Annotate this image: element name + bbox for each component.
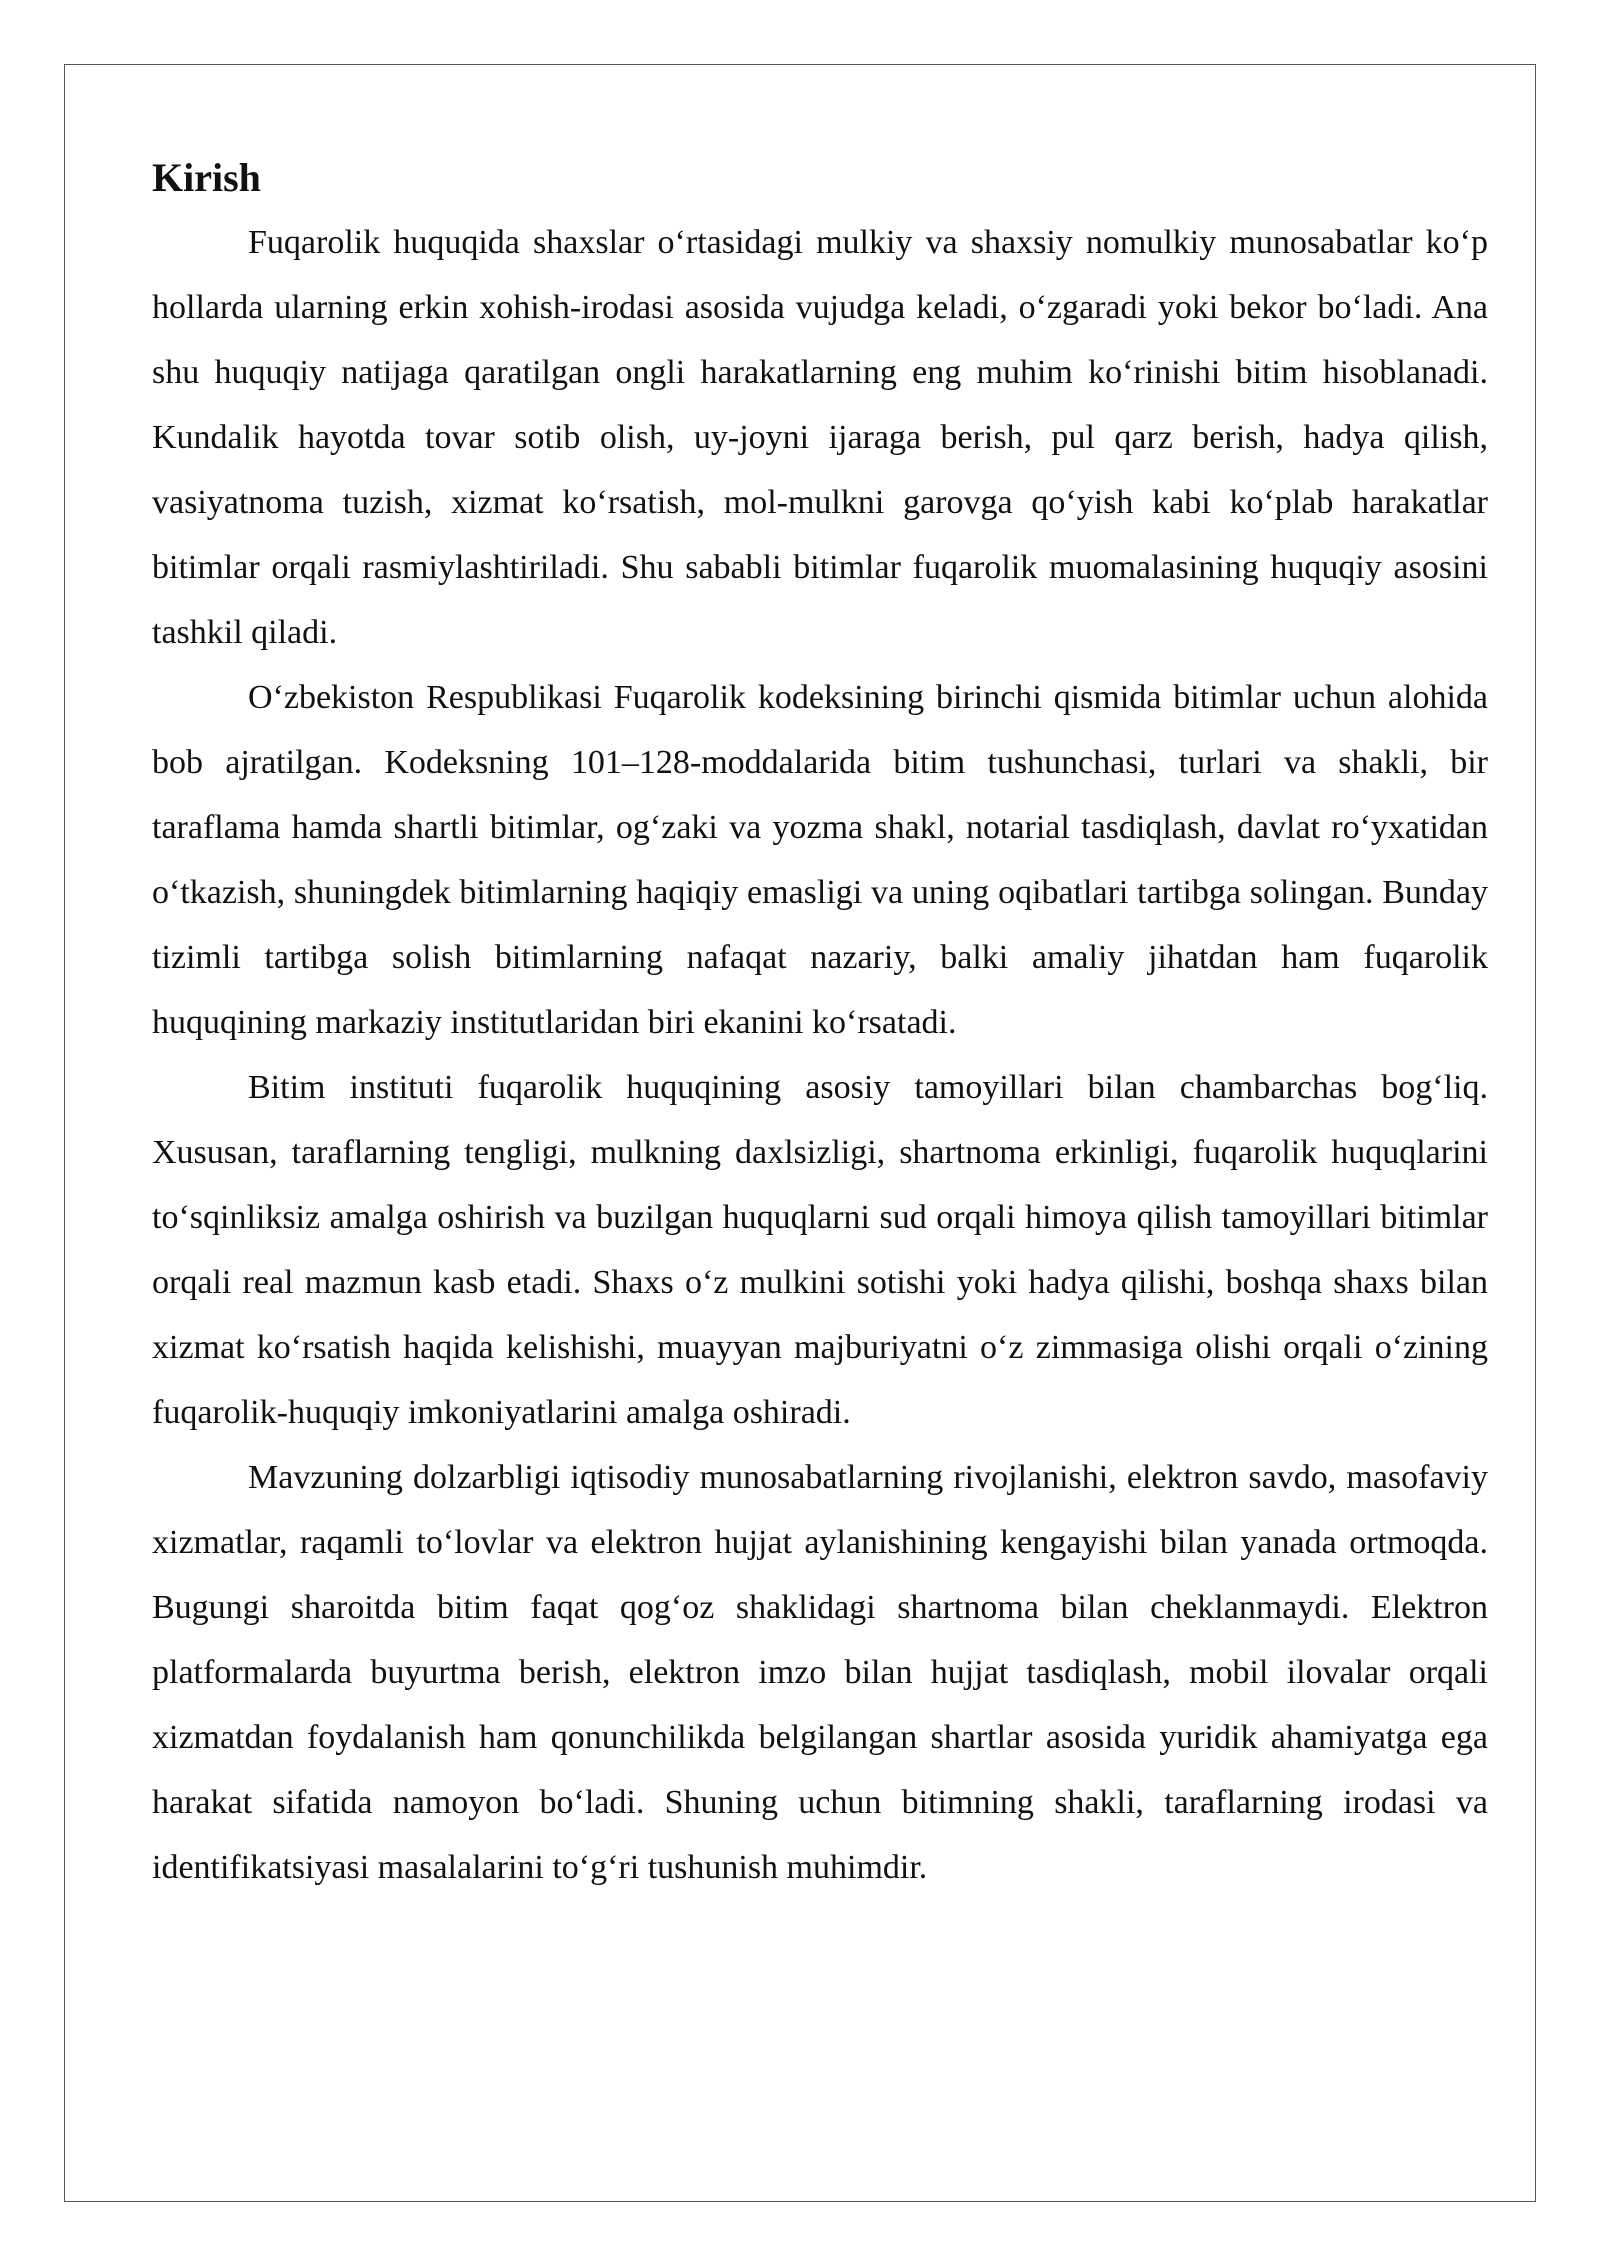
- paragraph-1: Fuqarolik huquqida shaxslar o‘rtasidagi mulkiy va shaxsiy nomulkiy munosabatlar ko‘p hollarda ularning erkin xohish-irodasi asosida vujudga keladi, o‘zgaradi yoki bekor bo‘ladi. Ana shu huquqiy natijaga qaratilgan ongli harakatlarning eng muhim ko‘rinishi bitim hisoblanadi. Kundalik hayotda tovar sotib olish, uy-joyni ijaraga berish, pul qarz berish, hadya qilish, vasiyatnoma tuzish, xizmat ko‘rsatish, mol-mulkni garovga qo‘yish kabi ko‘plab harakatlar bitimlar orqali rasmiylashtiriladi. Shu sababli bitimlar fuqarolik muomalasining huquqiy asosini tashkil qiladi.: [152, 224, 1488, 651]
- section-heading: Kirish: [152, 155, 261, 200]
- paragraph-2: O‘zbekiston Respublikasi Fuqarolik kodeksining birinchi qismida bitimlar uchun alohida bob ajratilgan. Kodeksning 101–128-moddalarida bitim tushunchasi, turlari va shakli, bir taraflama hamda shartli bitimlar, og‘zaki va yozma shakl, notarial tasdiqlash, davlat ro‘yxatidan o‘tkazish, shuningdek bitimlarning haqiqiy emasligi va uning oqibatlari tartibga solingan. Bunday tizimli tartibga solish bitimlarning nafaqat nazariy, balki amaliy jihatdan ham fuqarolik huquqining markaziy institutlaridan biri ekanini ko‘rsatadi.: [152, 679, 1488, 1041]
- paragraph-4: Mavzuning dolzarbligi iqtisodiy munosabatlarning rivojlanishi, elektron savdo, masofaviy xizmatlar, raqamli to‘lovlar va elektron hujjat aylanishining kengayishi bilan yanada ortmoqda. Bugungi sharoitda bitim faqat qog‘oz shaklidagi shartnoma bilan cheklanmaydi. Elektron platformalarda buyurtma berish, elektron imzo bilan hujjat tasdiqlash, mobil ilovalar orqali xizmatdan foydalanish ham qonunchilikda belgilangan shartlar asosida yuridik ahamiyatga ega harakat sifatida namoyon bo‘ladi. Shuning uchun bitimning shakli, taraflarning irodasi va identifikatsiyasi masalalarini to‘g‘ri tushunish muhimdir.: [152, 1459, 1488, 1886]
- document-body: [152, 146, 1488, 1900]
- paragraph-3: Bitim instituti fuqarolik huquqining asosiy tamoyillari bilan chambarchas bog‘liq. Xususan, taraflarning tengligi, mulkning daxlsizligi, shartnoma erkinligi, fuqarolik huquqlarini to‘sqinliksiz amalga oshirish va buzilgan huquqlarni sud orqali himoya qilish tamoyillari bitimlar orqali real mazmun kasb etadi. Shaxs o‘z mulkini sotishi yoki hadya qilishi, boshqa shaxs bilan xizmat ko‘rsatish haqida kelishishi, muayyan majburiyatni o‘z zimmasiga olishi orqali o‘zining fuqarolik-huquqiy imkoniyatlarini amalga oshiradi.: [152, 1069, 1488, 1431]
